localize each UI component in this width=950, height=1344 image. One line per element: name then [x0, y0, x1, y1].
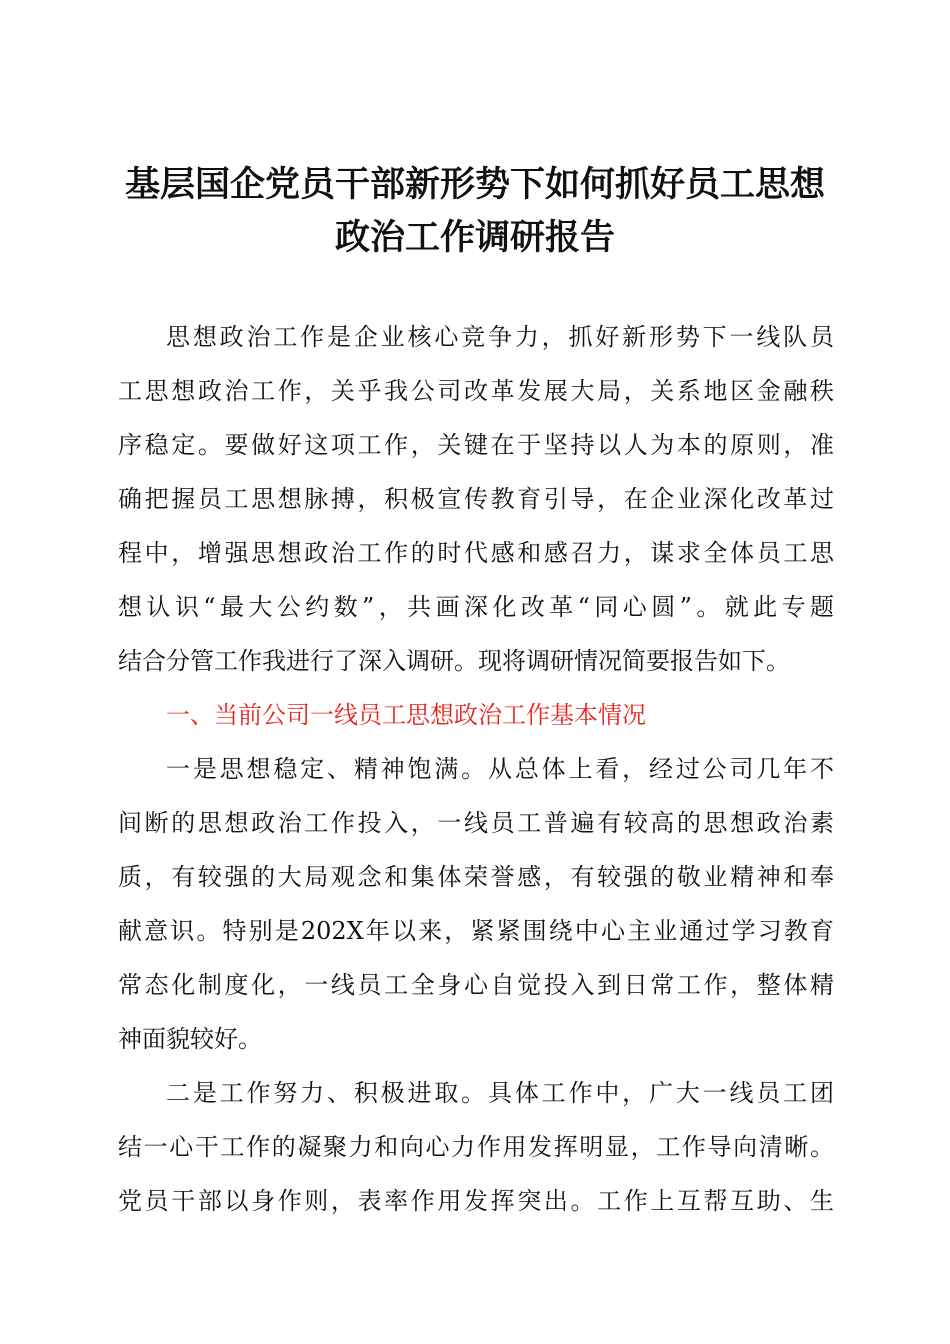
paragraph-2-line-4: 献意识。特别是202X年以来，紧紧围绕中心主业通过学习教育 [118, 917, 834, 945]
paragraph-1-line-4: 确把握员工思想脉搏，积极宣传教育引导，在企业深化改革过 [118, 485, 834, 513]
paragraph-1-line-7: 结合分管工作我进行了深入调研。现将调研情况简要报告如下。 [118, 647, 790, 675]
document-title-line-2: 政治工作调研报告 [334, 217, 615, 258]
paragraph-1-line-3: 序稳定。要做好这项工作，关键在于坚持以人为本的原则，准 [118, 431, 834, 459]
paragraph-3-line-3: 党员干部以身作则，表率作用发挥突出。工作上互帮互助、生 [118, 1187, 834, 1215]
paragraph-3-line-2: 结一心干工作的凝聚力和向心力作用发挥明显，工作导向清晰。 [118, 1133, 834, 1161]
paragraph-1-line-5: 程中，增强思想政治工作的时代感和感召力，谋求全体员工思 [118, 539, 834, 567]
paragraph-2-line-6: 神面貌较好。 [118, 1025, 262, 1053]
paragraph-1-line-1: 思想政治工作是企业核心竞争力，抓好新形势下一线队员 [166, 323, 834, 351]
paragraph-1-line-6: 想认识“最大公约数”，共画深化改革“同心圆”。就此专题 [118, 593, 834, 621]
paragraph-2-line-5: 常态化制度化，一线员工全身心自觉投入到日常工作，整体精 [118, 971, 834, 999]
paragraph-2-line-2: 间断的思想政治工作投入，一线员工普遍有较高的思想政治素 [118, 809, 834, 837]
paragraph-2-line-1: 一是思想稳定、精神饱满。从总体上看，经过公司几年不 [166, 755, 834, 783]
paragraph-1-line-2: 工思想政治工作，关乎我公司改革发展大局，关系地区金融秩 [118, 377, 834, 405]
paragraph-3-line-1: 二是工作努力、积极进取。具体工作中，广大一线员工团 [166, 1079, 834, 1107]
document-body [118, 310, 834, 1228]
document-title-line-1: 基层国企党员干部新形势下如何抓好员工思想 [124, 164, 825, 205]
section-heading-1: 一、当前公司一线员工思想政治工作基本情况 [166, 701, 646, 729]
paragraph-2-line-3: 质，有较强的大局观念和集体荣誉感，有较强的敬业精神和奉 [118, 863, 834, 891]
